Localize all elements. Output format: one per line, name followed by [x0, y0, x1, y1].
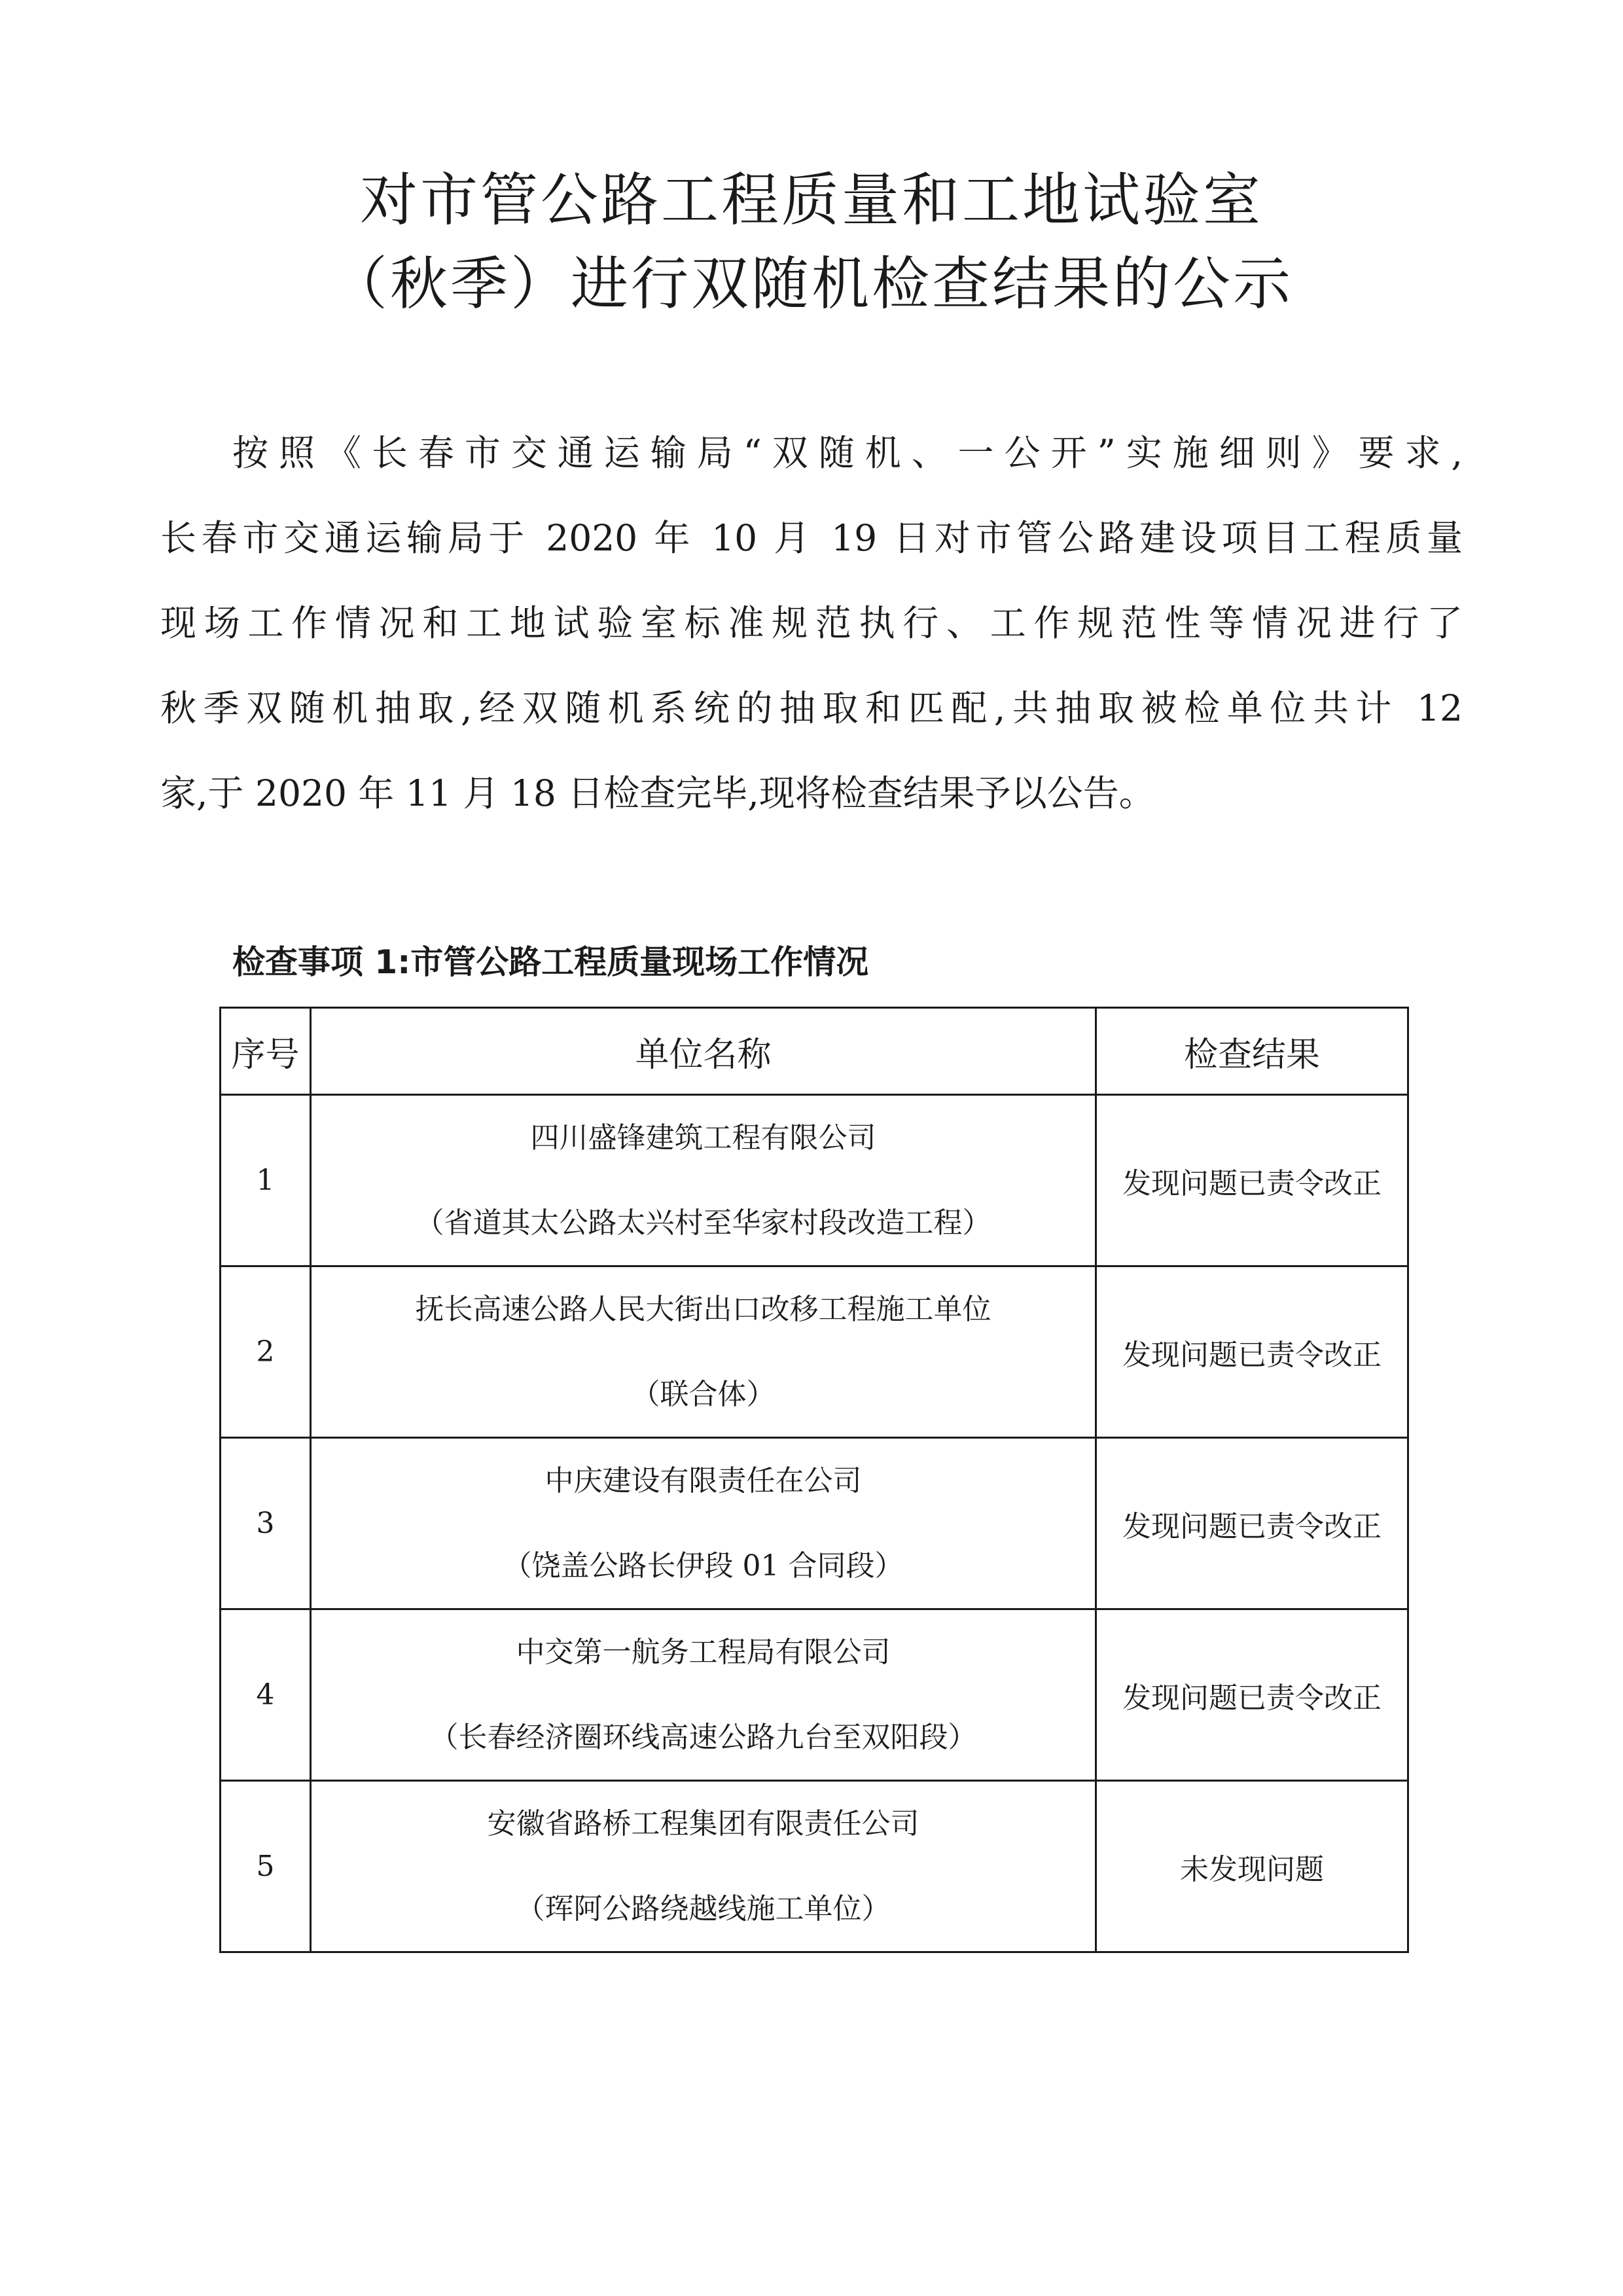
table-row	[221, 1609, 1408, 1781]
row-seq: 1	[221, 1095, 311, 1266]
project-name: （联合体）	[631, 1377, 776, 1411]
row-result: 未发现问题	[1096, 1781, 1408, 1952]
header-unit-name: 单位名称	[311, 1008, 1096, 1095]
row-unit-name	[311, 1438, 1096, 1609]
row-result: 发现问题已责令改正	[1096, 1266, 1408, 1438]
document-title-line-2: （秋季）进行双随机检查结果的公示	[329, 250, 1293, 317]
table-row	[221, 1095, 1408, 1266]
row-seq: 2	[221, 1266, 311, 1438]
row-seq: 4	[221, 1609, 311, 1781]
paragraph-line: 秋季双随机抽取,经双随机系统的抽取和匹配,共抽取被检单位共计 12	[160, 687, 1463, 729]
row-seq: 3	[221, 1438, 311, 1609]
header-seq: 序号	[221, 1008, 311, 1095]
project-name: （长春经济圈环线高速公路九台至双阳段）	[429, 1720, 977, 1754]
row-seq: 5	[221, 1781, 311, 1952]
unit-name: 中交第一航务工程局有限公司	[516, 1635, 891, 1669]
row-unit-name	[311, 1266, 1096, 1438]
project-name: （珲阿公路绕越线施工单位）	[516, 1892, 891, 1926]
project-name: （饶盖公路长伊段 01 合同段）	[503, 1549, 904, 1583]
unit-name: 抚长高速公路人民大街出口改移工程施工单位	[415, 1292, 991, 1326]
row-result: 发现问题已责令改正	[1096, 1438, 1408, 1609]
table-row	[221, 1438, 1408, 1609]
table-row	[221, 1781, 1408, 1952]
header-result: 检查结果	[1096, 1008, 1408, 1095]
row-unit-name	[311, 1781, 1096, 1952]
paragraph-line: 长春市交通运输局于 2020 年 10 月 19 日对市管公路建设项目工程质量	[160, 517, 1463, 559]
project-name: （省道其太公路太兴村至华家村段改造工程）	[415, 1206, 991, 1240]
unit-name: 安徽省路桥工程集团有限责任公司	[487, 1806, 919, 1840]
section-heading: 检查事项 1:市管公路工程质量现场工作情况	[232, 943, 869, 981]
inspection-results-table	[219, 1007, 1409, 1953]
document-title-line-1: 对市管公路工程质量和工地试验室	[359, 166, 1263, 234]
row-result: 发现问题已责令改正	[1096, 1095, 1408, 1266]
row-unit-name	[311, 1095, 1096, 1266]
paragraph-line: 家,于 2020 年 11 月 18 日检查完毕,现将检查结果予以公告。	[160, 772, 1155, 814]
unit-name: 四川盛锋建筑工程有限公司	[530, 1121, 876, 1155]
row-unit-name	[311, 1609, 1096, 1781]
table-header-row	[221, 1008, 1408, 1095]
table-row	[221, 1266, 1408, 1438]
paragraph-line: 按照《长春市交通运输局“双随机、一公开”实施细则》要求,	[232, 432, 1463, 474]
paragraph-line: 现场工作情况和工地试验室标准规范执行、工作规范性等情况进行了	[160, 602, 1463, 644]
unit-name: 中庆建设有限责任在公司	[544, 1463, 862, 1498]
row-result: 发现问题已责令改正	[1096, 1609, 1408, 1781]
